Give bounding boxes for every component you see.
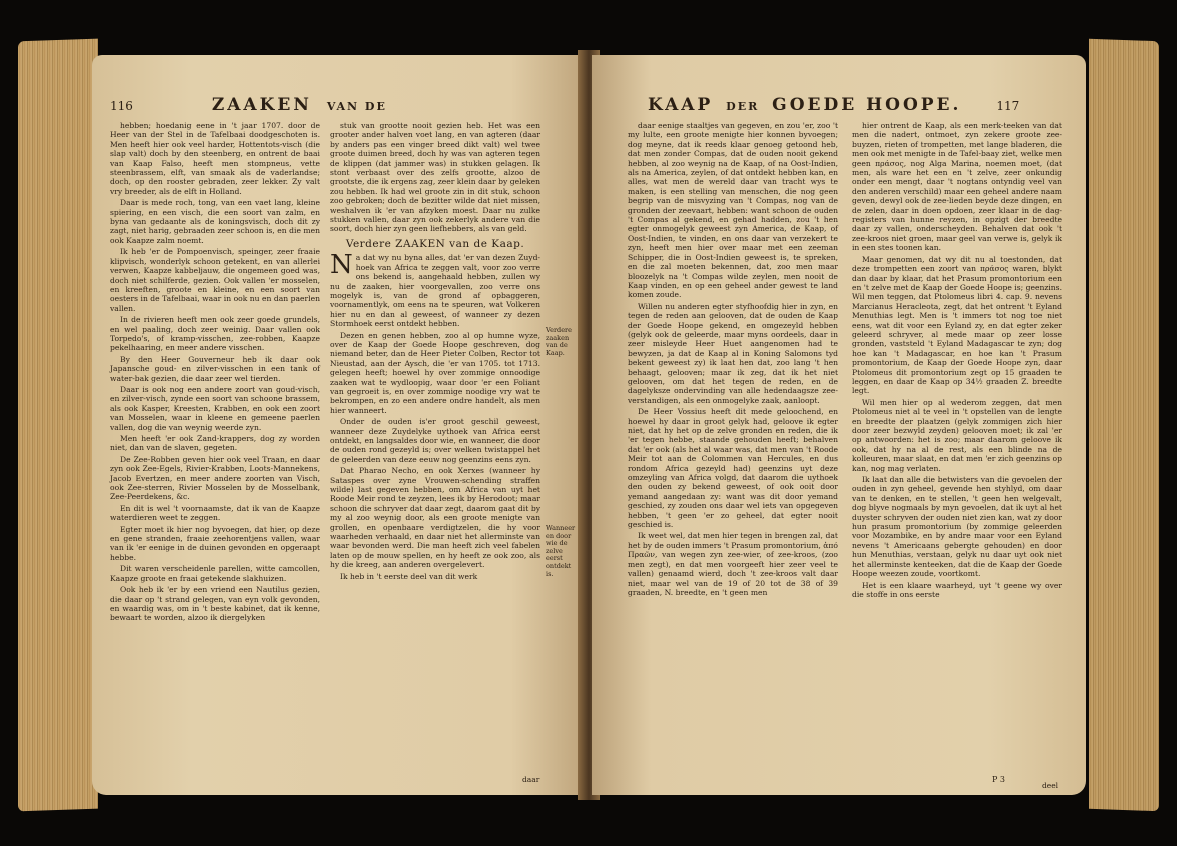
paragraph: stuk van grootte nooit gezien heb. Het was een grooter ander halven voet lang, en van agteren (daar by anders pas een vinger breed dikt valt) wel twee groote duimen breed, doch hy was van agteren tegen de klippen (dat jammer was) in stukken gelagen. Ik stont verbaast over des zelfs grootte, alzoo de grootste, die ik ergens zag, zeer klein daar by geleken zou hebben. Ik had wel groote zin in dit stuk, schoon zoo gebroken; doch de bezitter wilde dat niet missen, weshalven ik 'er van afzyken moest. Daar nu zulke stukken vallen, daar zyn ook zekerlyk andere van die soort, doch hier zyn geen liefhebbers, als van geld. — [330, 121, 540, 234]
signature-mark: P 3 — [992, 775, 1006, 784]
left-head-small: VAN DE — [326, 100, 387, 113]
paragraph: Ook heb ik 'er by een vriend een Nautilus gezien, die daar op 't strand gelegen, van eyn volk gevonden, en waardig was, om in 't beste kabinet, dat ik kenne, bewaart te worden, alzoo ik diergelyken — [110, 585, 320, 623]
paragraph: hebben; hoedanig eene in 't jaar 1707. door de Heer van der Stel in de Tafelbaai doodgeschoten is. Men heeft hier ook veel harder, Hottentots-visch (die slap valt) doch by den steenberg, en ontrent de baai van Kaap Falso, heeft men stompneus, vette steenbrassem, elft, van smaak als de vaderlandse; doch, op den rooster gebraden, zeer lekker. Zy valt vry breeder, als de elft in Holland. — [110, 121, 320, 196]
paragraph: Ik laat dan alle die betwisters van die gevoelen der ouden in zyn geheel, gevende hen styhlyd, om daar van te denken, en te stellen, 't geen hen welgevalt, dog blyve nogmaals by myn gevoelen, dat ik uyt al het duyster schryven der ouden niet zien kan, wat zy door hun prasum promontorium (by zommige geleerden voor Mozambike, en by andre maar voor een Eyland nevens 't Americaans gebergte gehouden) en door hun Menuthias, verstaan, gelyk nu daar uyt ook niet het allerminste kenteeken, dat die de Kaap der Goede Hoope weezen zoude, voortkomt. — [852, 475, 1062, 579]
paragraph: Dezen en genen hebben, zoo al op humne wyze, over de Kaap der Goede Hoope geschreven, dog niemand beter, dan de Heer Pieter Colben, Rector tot Nieustad, aan der Aysch, die 'er van 1705. tot 1713. gelegen heeft; hoewel hy over zommige onnoodige zaaken wat te wydloopig, waar door 'er een Foliant van gegroeit is, en over zommige noodige vry wat te bekrompen, en zo een andere ondre handelt, als men hier wanneert. — [330, 330, 540, 415]
book-edge-left — [18, 39, 98, 812]
paragraph: daar eenige staaltjes van gegeven, en zou 'er, zoo 't my lulte, een groote menigte hier konnen byvoegen; dog meyne, dat ik reeds klaar genoeg getoond heb, dat men zonder Compas, dat de ouden nooit gekend hebben, al zoo weynig na de Kaap, of na Oost-Indien, als na America, zeylen, of dat ontdekt hebben kan, en alles, wat men de wereld daar van tracht wys te maken, is een stelling van menschen, die nog geen begrip van de misvyzing van 't Compas, nog van de gronden der zeevaart, hebben: want schoon de ouden 't Compas al gekend, en gehad hadden, zou 't hen egter onmogelyk geweest zyn America, de Kaap, of Oost-Indien, te vinden, en ons daar van verzekert te zyn, heeft men hier over maar met een zeeman Schipper, die in Oost-Indien geweest is, te spreken, en die zal moeten bekennen, dat, zoo men maar bloozelyk na 't Compas wilde zeylen, men nooit de Kaap vinden, en op een geheel ander gewest te land komen zoude. — [628, 121, 838, 300]
left-head-title: ZAAKEN — [211, 95, 312, 115]
paragraph: Ik heb in 't eerste deel van dit werk — [340, 571, 478, 581]
paragraph: By den Heer Gouverneur heb ik daar ook Japansche goud- en zilver-visschen in een tank of water-bak gezien, die daar zeer wel tierden. — [110, 354, 320, 383]
right-running-head — [648, 95, 1019, 115]
catchword: daar — [522, 775, 540, 784]
right-column-2 — [852, 121, 1062, 601]
paragraph: Egter moet ik hier nog byvoegen, dat hier, op deze en gene stranden, fraaie zeehorentjens vallen, waar van ik 'er eenige in de duinen gevonden en opgeraapt hebbe. — [110, 524, 320, 562]
left-column-2 — [330, 121, 540, 583]
paragraph: Dat Pharao Necho, en ook Xerxes (wanneer hy Sataspes over zyne Vrouwen-schending straffen wilde) last gegeven hebben, om Africa van uyt het Roode Meir rond te zeyzen, lees ik by Herodoot; maar schoon die schryver dat daar zegt, daarom gaat dit by my al zoo weynig door, als een groote menigte van grollen, en openbaare verdigtzelen, die hy voor waarheden verhaald, en daar niet het allerminste van waar bevonden werd. Die man heeft zich veel fabelen laten op de mouw spellen, en hy heeft ze ook zoo, als hy die kreeg, aan anderen overgelevert. — [330, 466, 540, 570]
right-head-small: DER — [726, 100, 760, 113]
paragraph: Ik heb 'er de Pompoenvisch, speinger, zeer fraaie klipvisch, wonderlyk schoon getekent, en van allerlei verwen, Kaapze kabbeljauw, die ongemeen goed was, doch niet schilferde, gezien. Ook vallen 'er mosselen, en kreeften, groote en kleine, en een soort van oesters in de Tafelbaai, waar in ook nu en dan paerlen vallen. — [110, 247, 320, 313]
right-head-b: GOEDE HOOPE. — [772, 95, 962, 115]
right-page-number: 117 — [996, 99, 1020, 113]
left-column-1 — [110, 121, 320, 625]
margin-note: Verdere zaaken van de Kaap. — [546, 326, 573, 357]
margin-note: Wanneer en door wie de zelve eerst ontdekt is. — [546, 524, 576, 578]
left-running-head — [110, 95, 387, 115]
paragraph: hier ontrent de Kaap, als een merk-teeken van dat men die nadert, ontmoet, zyn zekere groote zee-buyzen, rieten of trompetten, met lange bladeren, die men ook met menigte in de Tafel-baay ziet, welke men geen πράσος, nog Alga Marina, noemen moet, (dat men, als ware het een en 't zelve, zeer onkundig onder een mengt, daar 't nogtans ontyndig veel van den anderen verschild) maar een geheel andere naam geven, dewyl ook de zee-lieden beyde deze dingen, en de zelen, daar in doen opdoen, zeer klaar in de dag-registers van hunne reyzen, in opzigt der breedte daar zy vallen, onderscheyden. Behalven dat ook 't zee-kroos niet groen, maar geel van verwe is, gelyk ik in een stes toonen kan. — [852, 121, 1062, 253]
paragraph: Wil men hier op al wederom zeggen, dat men Ptolomeus niet al te veel in 't opstellen van de lengte en breedte der plaatzen (gelyk zommigen zich hier door zeer bezwyld zeyden) gelooven moet; ik zal 'er op antwoorden: het is zoo; maar daarom geloove ik ook, dat hy na al de rest, als een blinde na de kolleuren, maar slaat, en dat men 'er zich geenzins op kan, nog mag verlaten. — [852, 397, 1062, 473]
paragraph: Ik weet wel, dat men hier tegen in brengen zal, dat het by de ouden immers 't Prasum promontorium, ἀπό Πραῶν, van wegen zyn zee-wier, of zee-kroos, (zoo men zegt), en dat men voorgeeft hier zeer veel te vallen) genaamd wierd, doch 't zee-kroos valt daar niet, maar wel van de 19 of 20 tot de 38 of 39 graaden, N. breedte, en 't geen men — [628, 531, 838, 597]
paragraph: Maar genomen, dat wy dit nu al toestonden, dat deze trompetten een zoort van πράσος waren, blykt dan daar by klaar, dat het Prasum promontorium een en 't zelve met de Kaap der Goede Hoope is; geenzins. Wil men teggen, dat Ptolomeus libri 4. cap. 9. nevens Marcianus Heracleota, zegt, dat het ontrent 't Eyland Menuthias legt. Men is 't immers tot nog toe niet eens, wat dit voor een Eyland zy, en dat egter zeker geleerd schryver, al mede maar op zeer losse gronden, vaststeld 't Eyland Madagascar te zyn; dog hoe kan 't Madagascar, en hoe kan 't Prasum promontorium, de Kaap der Goede Hoope zyn, daar Ptolomeus dit promontorium zegt op 15 graaden te leggen, en daar de Kaap op 34½ graaden Z. breedte legt. — [852, 254, 1062, 396]
paragraph: Het is een klaare waarheyd, uyt 't geene wy over die stoffe in ons eerste — [852, 580, 1062, 599]
paragraph: De Heer Vossius heeft dit mede geloochend, en hoewel hy daar in groot gelyk had, geloove ik egter niet, dat hy het op de zelve gronden en reden, die ik 'er tegen hebbe, staande gehouden heeft; behalven dat 'er ook (als het al waar was, dat men van 't Roode Meir tot aan de Colommen van Hercules, en dus rondom Africa gezeyld had) geenzins uyt deze omzeyling van Africa volgd, dat daarom die uythoek den ouden zy bekend geweest, of ook ooit door yemand aangedaan zy: want was dit door yemand geschied, zy zouden ons daar wel iets van opgegeven hebben, 't geen 'er zo geheel, dat egter nooit geschied is. — [628, 407, 838, 530]
right-head-a: KAAP — [648, 95, 714, 115]
section-title: Verdere ZAAKEN van de Kaap. — [345, 237, 525, 250]
paragraph: Onder de ouden is'er groot geschil geweest, wanneer deze Zuydelyke uythoek van Africa eerst ontdekt, en langsaldes door wie, en wanneer, die door de ouden rond gezeyld is; over welken twistappel het de geleerden van deze eeuw nog geenzins eens zyn. — [330, 417, 540, 464]
paragraph: Daar is ook nog een andere zoort van goud-visch, en zilver-visch, zynde een soort van schoone brassem, als ook Kasper, Kreesten, Krabben, en ook een zoort van Mosselen, waar in kleene en gemeene paerlen vallen, dog die van weynig weerde zyn. — [110, 384, 320, 432]
left-page — [92, 55, 584, 795]
drop-cap: N — [330, 250, 353, 281]
paragraph: En dit is wel 't voornaamste, dat ik van de Kaapze waterdieren weet te zeggen. — [110, 503, 320, 523]
catchword: deel — [1042, 781, 1059, 790]
book-edge-right — [1089, 39, 1159, 811]
paragraph: In de rivieren heeft men ook zeer goede grundels, en wel paaling, doch zeer weinig. Daar vallen ook Torpedo's, of kramp-visschen, zee-robben, Kaapze pekelhaaring, en meer andere visschen. — [110, 315, 320, 353]
left-page-number: 116 — [110, 99, 133, 113]
paragraph: Willen nu anderen egter styfhoofdig hier in zyn, en tegen de reden aan gelooven, dat de ouden de Kaap der Goede Hoope gekend, en omgezeyld hebben (gelyk ook de geleerde, maar myns oordeels, daar in zeer misleyde Heer Huet aangenomen had te bewyzen, ja dat de Kaap al in Koning Salomons tyd bekent geweest zy) ik laat hen dat, zoo lang 't hen behaagt, gelooven; maar ik zeg, dat ik het niet gelooven, om dat het tegen de reden, en de dagelyksze ondervinding van alle hedendaagsze zee-verstandigen, als een onmogelyke zaak, aanloopt. — [628, 301, 838, 405]
paragraph-text: a dat wy nu byna alles, dat 'er van dezen Zuyd-hoek van Africa te zeggen valt, voor zoo verre ons bekend is, aangehaald hebben, zullen wy nu de zaaken, hier voorgevallen, zoo verre ons mogelyk is, van de grond af opbaggeren, voornamentlyk, om eens na te speuren, wat Volkeren hier nu en dan al geweest, of wanneer zy dezen Stormhoek eerst ontdekt hebben. — [330, 253, 540, 329]
right-page — [592, 55, 1086, 795]
paragraph: Men heeft 'er ook Zand-krappers, dog zy worden niet, dan van de slaven, gegeten. — [110, 434, 320, 453]
right-column-1 — [628, 121, 838, 599]
paragraph — [330, 250, 540, 329]
paragraph: Daar is mede roch, tong, van een vaet lang, kleine spiering, en een visch, die een soort van zalm, en byna van gedaante als de koningsvisch, doch dit zy zagt, niet harig, gebraaden zeer schoon is, en die men ook Kaapze zalm noemt. — [110, 198, 320, 245]
paragraph: De Zee-Robben geven hier ook veel Traan, en daar zyn ook Zee-Egels, Rivier-Krabben, Loots-Mannekens, Jacob Evertzen, en meer andere zoorten van Visch, ook Zee-sterren, Rivier Mosselen by de Mosselbank, Zee-Peerdekens, &c. — [110, 454, 320, 502]
paragraph: Dit waren verscheidenle parellen, witte camcollen, Kaapze groote en fraai getekende slakhuizen. — [110, 564, 320, 583]
